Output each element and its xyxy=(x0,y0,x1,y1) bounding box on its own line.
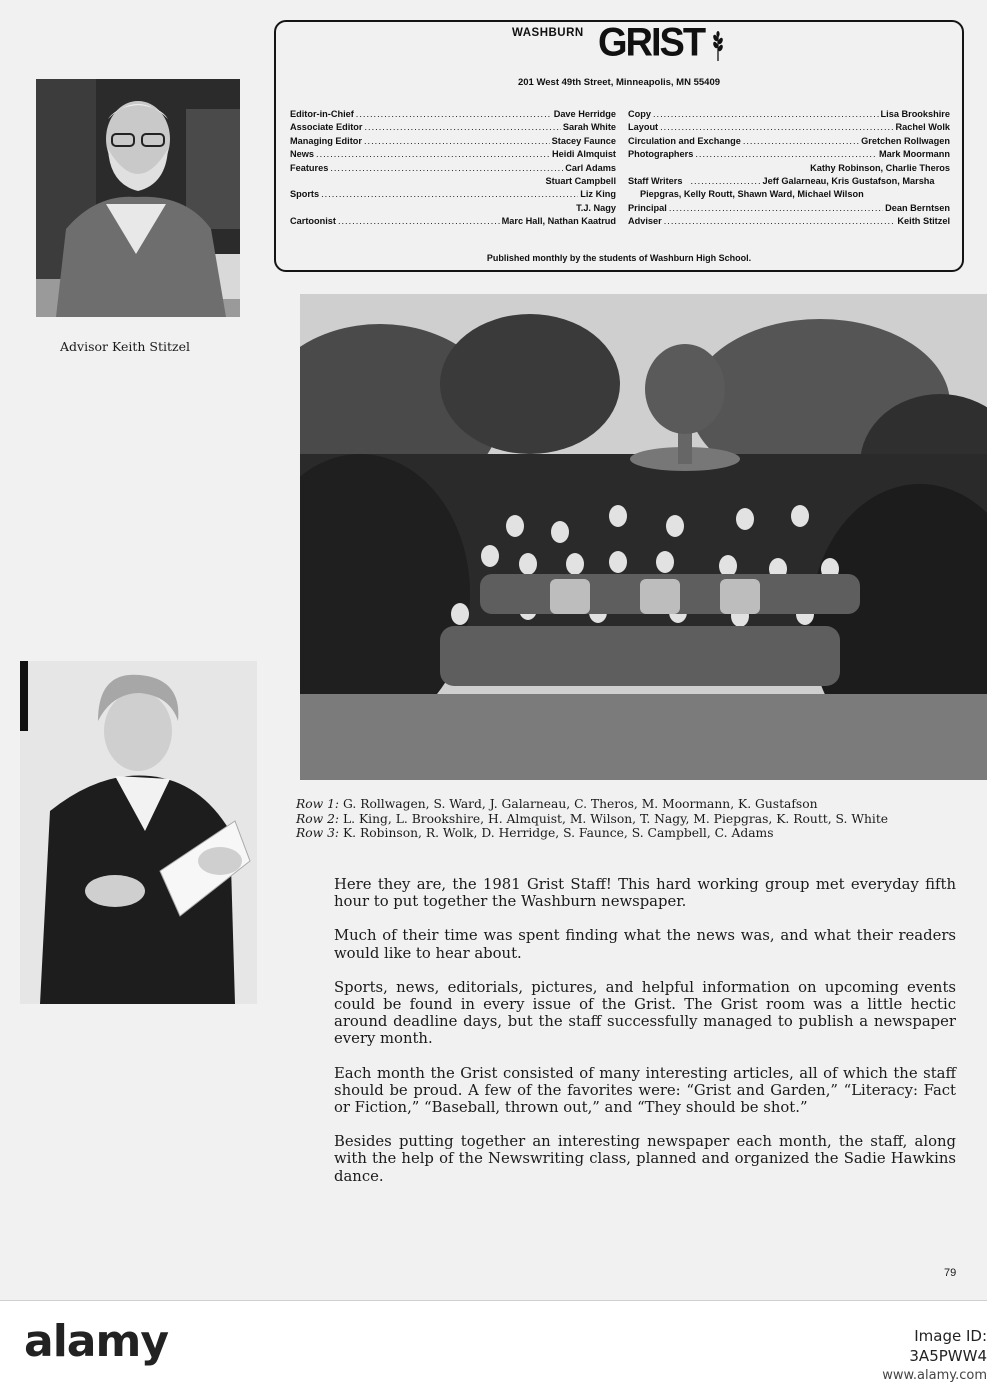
alamy-logo: alamy xyxy=(24,1316,168,1367)
staff-row: Features ..... Carl Adams xyxy=(290,162,616,175)
staff-row: Staff Writers ..... Jeff Galarneau, Kris Gustafson, Marsha xyxy=(628,175,950,188)
photo-row-captions xyxy=(296,797,888,841)
article-body xyxy=(334,876,956,1202)
paragraph: Much of their time was spent finding what the news was, and what their readers would like to hear about. xyxy=(334,927,956,962)
staff-row: Managing Editor ..... Stacey Faunce xyxy=(290,135,616,148)
image-id: Image ID: 3A5PWW4 xyxy=(909,1327,987,1365)
staff-row-continued: T.J. Nagy xyxy=(576,202,616,213)
row-caption-line: Row 1: G. Rollwagen, S. Ward, J. Galarneau, C. Theros, M. Moormann, K. Gustafson xyxy=(296,797,818,811)
paragraph: Each month the Grist consisted of many interesting articles, all of which the staff should be proud. A few of the favorites were: “Grist and Garden,” “Literacy: Fact or Fiction,” “Baseball, thrown out,” and “They should be shot.” xyxy=(334,1064,956,1117)
masthead-grist-logo: GRIST xyxy=(598,20,705,66)
grist-masthead xyxy=(274,20,964,272)
staff-row: Layout ..... Rachel Wolk xyxy=(628,121,950,134)
masthead-title xyxy=(276,20,962,66)
staff-row: Sports ..... Liz King xyxy=(290,188,616,201)
staff-row: Adviser ..... Keith Stitzel xyxy=(628,215,950,228)
paragraph: Here they are, the 1981 Grist Staff! This hard working group met everyday fifth hour to put together the Washburn newspaper. xyxy=(334,876,956,911)
staff-row: Photographers ..... Mark Moormann xyxy=(628,148,950,161)
staff-row: Editor-in-Chief ..... Dave Herridge xyxy=(290,108,616,121)
staff-row: Principal ..... Dean Berntsen xyxy=(628,202,950,215)
advisor-caption: Advisor Keith Stitzel xyxy=(60,339,191,354)
site-url: www.alamy.com xyxy=(882,1368,987,1383)
staff-row: News ..... Heidi Almquist xyxy=(290,148,616,161)
staff-row: Associate Editor ..... Sarah White xyxy=(290,121,616,134)
staff-row-continued: Piepgras, Kelly Routt, Shawn Ward, Michael Wilson xyxy=(640,189,864,200)
paragraph: Besides putting together an interesting newspaper each month, the staff, along with the help of the Newswriting class, planned and organized the Sadie Hawkins dance. xyxy=(334,1133,956,1185)
staff-row: Copy ..... Lisa Brookshire xyxy=(628,108,950,121)
masthead-address: 201 West 49th Street, Minneapolis, MN 55409 xyxy=(517,77,721,88)
image-id-block xyxy=(846,1326,987,1386)
student-reading-photo xyxy=(20,661,257,1004)
staff-row: Cartoonist ..... Marc Hall, Nathan Kaatrud xyxy=(290,215,616,228)
staff-row: Circulation and Exchange ..... Gretchen Rollwagen xyxy=(628,135,950,148)
advisor-photo xyxy=(36,79,240,317)
staff-row-continued: Stuart Campbell xyxy=(545,176,616,187)
masthead-left-column xyxy=(290,108,616,229)
wheat-icon xyxy=(711,30,725,62)
row-caption-line: Row 2: L. King, L. Brookshire, H. Almquist, M. Wilson, T. Nagy, M. Piepgras, K. Routt, S. White xyxy=(296,811,889,826)
paragraph: Sports, news, editorials, pictures, and helpful information on upcoming events could be found in every issue of the Grist. The Grist room was a little hectic around deadline days, but the staff successfully managed to publish a newspaper every month. xyxy=(334,978,956,1048)
page-number: 79 xyxy=(944,1267,957,1279)
row-caption-line: Row 3: K. Robinson, R. Wolk, D. Herridge, S. Faunce, S. Campbell, C. Adams xyxy=(296,826,774,840)
masthead-right-column xyxy=(628,108,950,229)
staff-row-continued: Kathy Robinson, Charlie Theros xyxy=(810,162,950,173)
masthead-washburn: WASHBURN xyxy=(512,27,584,39)
staff-group-photo xyxy=(300,294,987,780)
masthead-published-line: Published monthly by the students of Washburn High School. xyxy=(486,253,752,263)
